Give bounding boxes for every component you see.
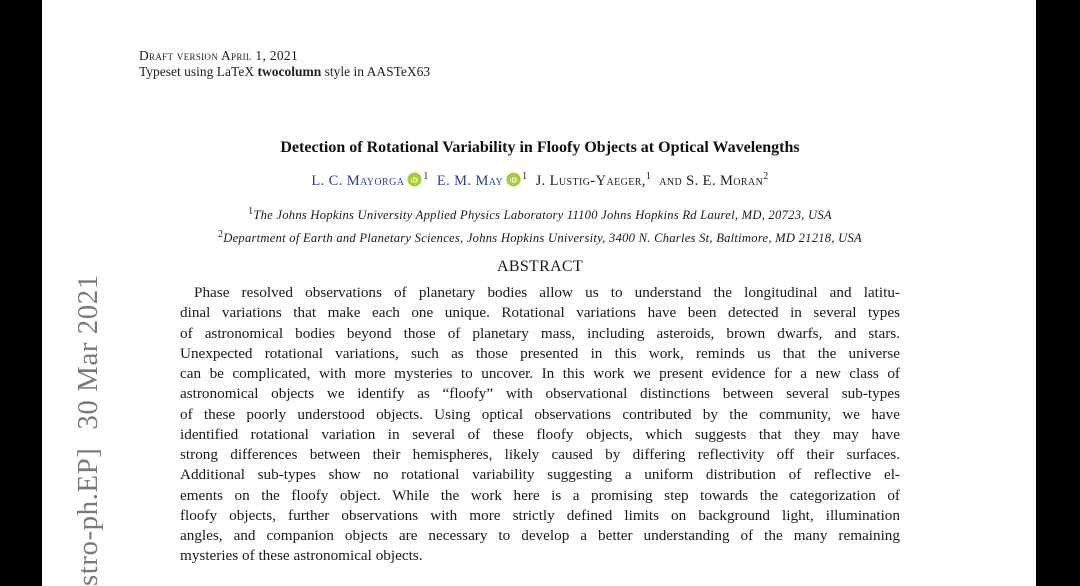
left-black-bar bbox=[0, 0, 42, 586]
author-affil-sup: 2 bbox=[763, 171, 769, 182]
abstract-line: identified rotational variation in several of these floofy objects, which suggests that they may have bbox=[180, 425, 900, 443]
orcid-icon[interactable] bbox=[407, 172, 422, 187]
orcid-icon[interactable] bbox=[506, 172, 521, 187]
svg-text:iD: iD bbox=[411, 175, 419, 185]
abstract-line: angles, and companion objects are necessary to develop a better understanding of the many remaining bbox=[180, 527, 900, 544]
abstract-line: of astronomical bodies beyond those of planetary mass, including asteroids, brown dwarfs, and stars. bbox=[180, 324, 900, 342]
affiliation-list bbox=[0, 202, 1080, 248]
affiliation-1: $^1$The Johns Hopkins University Applied Physics Laboratory 11100 Johns Hopkins Rd Laurel, MD, 20723, USA bbox=[248, 206, 832, 223]
right-black-bar bbox=[1036, 0, 1080, 586]
draft-version: Draft version April 1, 2021 bbox=[139, 48, 298, 63]
latex-logo: LaTeX bbox=[216, 64, 255, 79]
author-affil-sup: 1 bbox=[645, 171, 652, 182]
abstract-line: astronomical objects we identify as “floofy” with observational distinctions between several sub-types bbox=[180, 385, 900, 403]
author-affil-sup: 1 bbox=[423, 171, 429, 182]
arxiv-date: 30 Mar 2021 bbox=[72, 274, 104, 430]
typeset-line: Typeset using LaTeX twocolumn style in AASTeX63 bbox=[139, 64, 431, 79]
abstract-body bbox=[180, 283, 900, 567]
author-moran: and S. E. Moran bbox=[659, 172, 764, 189]
abstract-line: Unexpected rotational variations, such as those presented in this work, reminds us that the universe bbox=[180, 344, 900, 362]
abstract-line: can be complicated, with more mysteries to uncover. In this work we present evidence for a new class of bbox=[180, 365, 900, 382]
author-list bbox=[0, 171, 1080, 190]
author-may[interactable]: E. M. May bbox=[436, 172, 504, 189]
abstract-line: of these poorly understood objects. Using optical observations contributed by the community, we have bbox=[180, 405, 900, 423]
arxiv-stamp bbox=[72, 274, 105, 586]
arxiv-category: stro-ph.EP] bbox=[72, 447, 104, 586]
affiliation-2: $^2$Department of Earth and Planetary Sciences, Johns Hopkins University, 3400 N. Charles St, Baltimore, MD 21218, USA bbox=[217, 229, 862, 246]
abstract-line: dinal variations that make each one unique. Rotational variations have been detected in several types bbox=[180, 304, 900, 322]
author-lustig-yaeger: J. Lustig-Yaeger, bbox=[535, 172, 646, 189]
author-affil-sup: 1 bbox=[522, 171, 528, 182]
abstract-line: strong differences between their hemispheres, likely caused by differing reflectivity off their surfaces. bbox=[180, 446, 900, 463]
document-header bbox=[139, 48, 430, 80]
author-mayorga[interactable]: L. C. Mayorga bbox=[311, 172, 405, 189]
abstract-line: Phase resolved observations of planetary bodies allow us to understand the longitudinal and latitu- bbox=[194, 284, 900, 301]
abstract-heading: ABSTRACT bbox=[497, 258, 583, 275]
abstract-line: ements on the floofy object. While the work here is a promising step towards the categorization of bbox=[180, 486, 900, 504]
svg-text:iD: iD bbox=[509, 175, 518, 185]
style-name: twocolumn bbox=[257, 64, 322, 79]
abstract-line: Additional sub-types show no rotational variability suggesting a uniform distribution of reflective el- bbox=[180, 466, 900, 484]
paper-title: Detection of Rotational Variability in Floofy Objects at Optical Wavelengths bbox=[280, 139, 800, 156]
abstract-line: mysteries of these astronomical objects. bbox=[180, 547, 423, 565]
abstract-line: floofy objects, further observations with more strictly defined limits on background light, illumination bbox=[180, 506, 900, 524]
